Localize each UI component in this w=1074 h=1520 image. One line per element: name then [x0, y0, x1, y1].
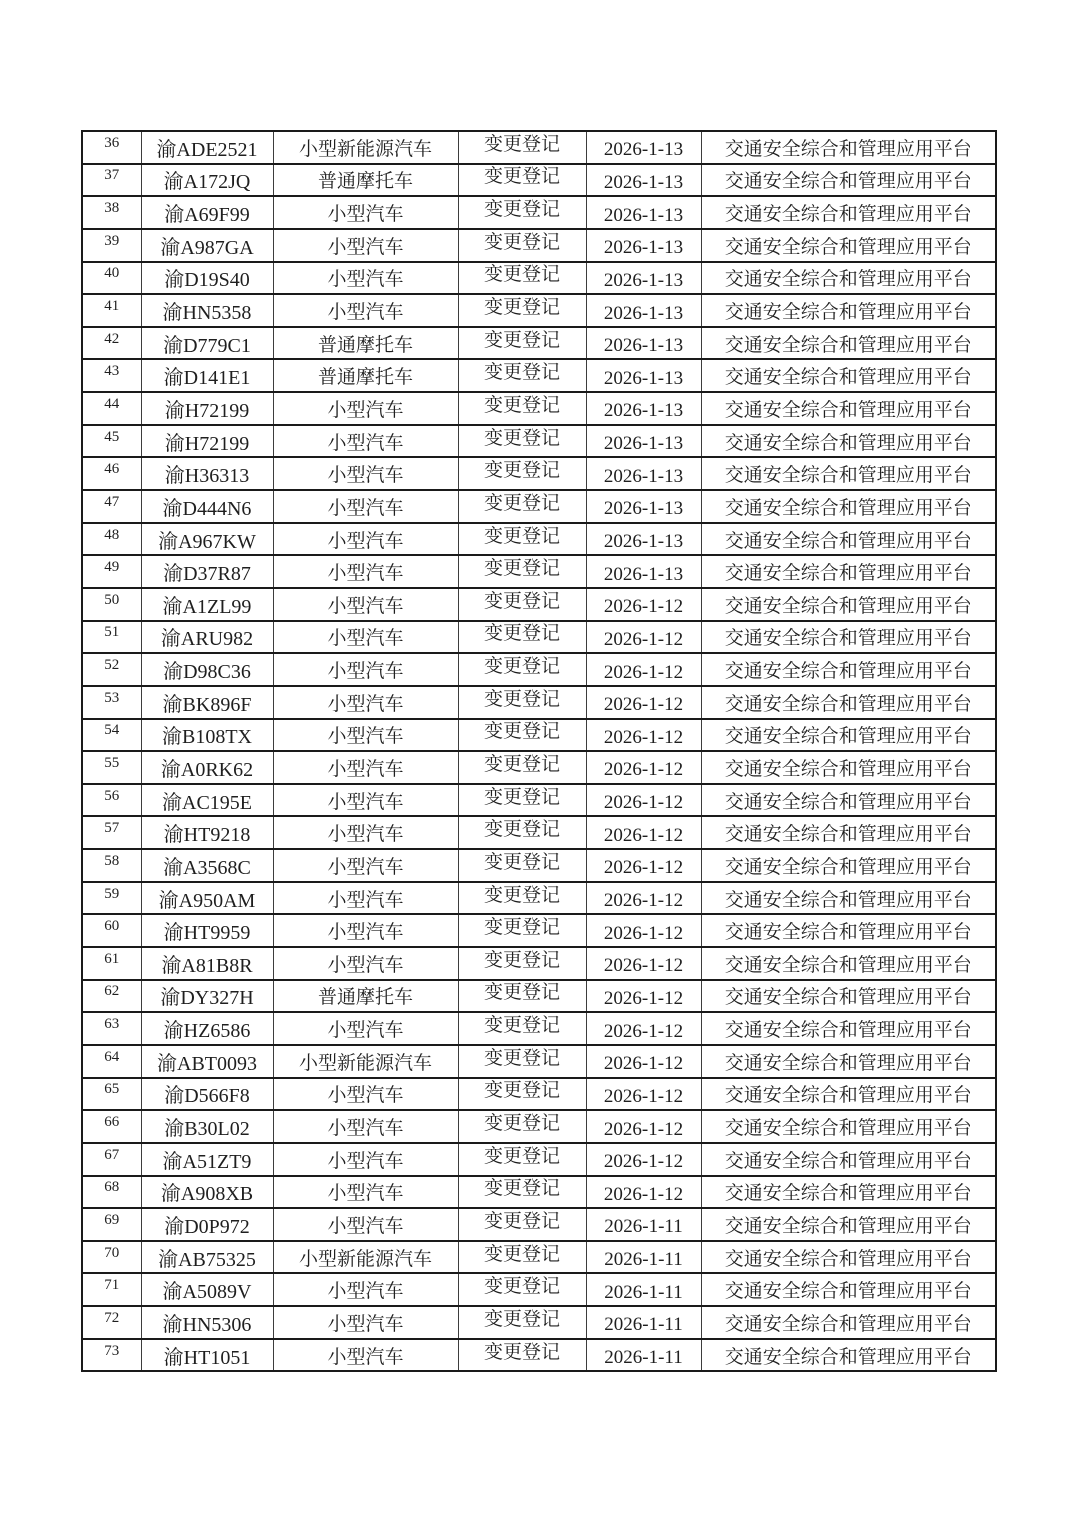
cell-handling-platform: 交通安全综合和管理应用平台: [701, 882, 996, 915]
cell-business-type: 变更登记: [458, 457, 586, 490]
cell-vehicle-type: 普通摩托车: [273, 164, 458, 197]
cell-registration-date: 2026-1-12: [586, 751, 701, 784]
cell-business-type: 变更登记: [458, 588, 586, 621]
cell-license-plate: 渝A0RK62: [141, 751, 273, 784]
cell-handling-platform: 交通安全综合和管理应用平台: [701, 327, 996, 360]
cell-handling-platform: 交通安全综合和管理应用平台: [701, 294, 996, 327]
cell-license-plate: 渝AC195E: [141, 784, 273, 817]
cell-row-number: 41: [82, 294, 141, 327]
cell-business-type: 变更登记: [458, 686, 586, 719]
cell-vehicle-type: 普通摩托车: [273, 359, 458, 392]
cell-row-number: 62: [82, 980, 141, 1013]
table-row: [82, 262, 996, 295]
cell-row-number: 73: [82, 1339, 141, 1372]
cell-vehicle-type: 普通摩托车: [273, 327, 458, 360]
cell-business-type: 变更登记: [458, 947, 586, 980]
cell-license-plate: 渝D98C36: [141, 653, 273, 686]
cell-registration-date: 2026-1-12: [586, 621, 701, 654]
cell-business-type: 变更登记: [458, 294, 586, 327]
cell-business-type: 变更登记: [458, 490, 586, 523]
cell-license-plate: 渝H36313: [141, 457, 273, 490]
cell-row-number: 63: [82, 1012, 141, 1045]
cell-vehicle-type: 小型汽车: [273, 1176, 458, 1209]
cell-vehicle-type: 小型汽车: [273, 294, 458, 327]
vehicle-registration-table: [81, 130, 997, 1372]
cell-handling-platform: 交通安全综合和管理应用平台: [701, 1208, 996, 1241]
cell-license-plate: 渝HN5306: [141, 1306, 273, 1339]
cell-registration-date: 2026-1-12: [586, 1012, 701, 1045]
table-row: [82, 327, 996, 360]
cell-handling-platform: 交通安全综合和管理应用平台: [701, 555, 996, 588]
cell-handling-platform: 交通安全综合和管理应用平台: [701, 914, 996, 947]
cell-vehicle-type: 小型汽车: [273, 621, 458, 654]
cell-handling-platform: 交通安全综合和管理应用平台: [701, 1176, 996, 1209]
cell-license-plate: 渝H72199: [141, 425, 273, 458]
cell-license-plate: 渝H72199: [141, 392, 273, 425]
cell-vehicle-type: 小型汽车: [273, 1078, 458, 1111]
cell-registration-date: 2026-1-11: [586, 1208, 701, 1241]
cell-registration-date: 2026-1-12: [586, 1143, 701, 1176]
cell-row-number: 65: [82, 1078, 141, 1111]
cell-row-number: 44: [82, 392, 141, 425]
cell-vehicle-type: 小型汽车: [273, 196, 458, 229]
table-row: [82, 1110, 996, 1143]
cell-license-plate: 渝HT9218: [141, 816, 273, 849]
cell-vehicle-type: 小型新能源汽车: [273, 131, 458, 164]
cell-row-number: 66: [82, 1110, 141, 1143]
cell-business-type: 变更登记: [458, 751, 586, 784]
table-row: [82, 1241, 996, 1274]
cell-registration-date: 2026-1-12: [586, 816, 701, 849]
cell-row-number: 40: [82, 262, 141, 295]
cell-vehicle-type: 小型汽车: [273, 588, 458, 621]
cell-business-type: 变更登记: [458, 262, 586, 295]
cell-vehicle-type: 小型汽车: [273, 1208, 458, 1241]
cell-license-plate: 渝D0P972: [141, 1208, 273, 1241]
cell-handling-platform: 交通安全综合和管理应用平台: [701, 164, 996, 197]
cell-registration-date: 2026-1-11: [586, 1241, 701, 1274]
cell-business-type: 变更登记: [458, 131, 586, 164]
cell-vehicle-type: 小型汽车: [273, 784, 458, 817]
cell-handling-platform: 交通安全综合和管理应用平台: [701, 784, 996, 817]
cell-license-plate: 渝HT9959: [141, 914, 273, 947]
cell-license-plate: 渝ADE2521: [141, 131, 273, 164]
cell-vehicle-type: 小型汽车: [273, 1273, 458, 1306]
cell-registration-date: 2026-1-13: [586, 196, 701, 229]
cell-license-plate: 渝A172JQ: [141, 164, 273, 197]
cell-handling-platform: 交通安全综合和管理应用平台: [701, 1012, 996, 1045]
table-row: [82, 196, 996, 229]
cell-handling-platform: 交通安全综合和管理应用平台: [701, 425, 996, 458]
table-row: [82, 849, 996, 882]
cell-vehicle-type: 小型新能源汽车: [273, 1241, 458, 1274]
cell-vehicle-type: 小型汽车: [273, 947, 458, 980]
cell-row-number: 59: [82, 882, 141, 915]
cell-license-plate: 渝HN5358: [141, 294, 273, 327]
cell-business-type: 变更登记: [458, 653, 586, 686]
cell-row-number: 60: [82, 914, 141, 947]
cell-license-plate: 渝ARU982: [141, 621, 273, 654]
table-row: [82, 816, 996, 849]
cell-registration-date: 2026-1-12: [586, 849, 701, 882]
cell-license-plate: 渝D779C1: [141, 327, 273, 360]
cell-vehicle-type: 小型汽车: [273, 555, 458, 588]
cell-handling-platform: 交通安全综合和管理应用平台: [701, 621, 996, 654]
cell-row-number: 69: [82, 1208, 141, 1241]
cell-business-type: 变更登记: [458, 1143, 586, 1176]
cell-business-type: 变更登记: [458, 621, 586, 654]
cell-registration-date: 2026-1-11: [586, 1273, 701, 1306]
cell-license-plate: 渝A987GA: [141, 229, 273, 262]
cell-registration-date: 2026-1-13: [586, 523, 701, 556]
table-row: [82, 131, 996, 164]
cell-license-plate: 渝A69F99: [141, 196, 273, 229]
cell-vehicle-type: 小型汽车: [273, 1012, 458, 1045]
cell-license-plate: 渝B30L02: [141, 1110, 273, 1143]
cell-row-number: 71: [82, 1273, 141, 1306]
cell-handling-platform: 交通安全综合和管理应用平台: [701, 1078, 996, 1111]
cell-row-number: 43: [82, 359, 141, 392]
cell-row-number: 58: [82, 849, 141, 882]
cell-business-type: 变更登记: [458, 849, 586, 882]
cell-handling-platform: 交通安全综合和管理应用平台: [701, 947, 996, 980]
cell-vehicle-type: 小型汽车: [273, 1110, 458, 1143]
cell-row-number: 54: [82, 719, 141, 752]
cell-license-plate: 渝A51ZT9: [141, 1143, 273, 1176]
cell-handling-platform: 交通安全综合和管理应用平台: [701, 1143, 996, 1176]
cell-business-type: 变更登记: [458, 719, 586, 752]
cell-business-type: 变更登记: [458, 229, 586, 262]
cell-vehicle-type: 小型汽车: [273, 1339, 458, 1372]
cell-vehicle-type: 小型汽车: [273, 392, 458, 425]
cell-registration-date: 2026-1-13: [586, 425, 701, 458]
cell-registration-date: 2026-1-12: [586, 1176, 701, 1209]
table-row: [82, 1078, 996, 1111]
cell-handling-platform: 交通安全综合和管理应用平台: [701, 1339, 996, 1372]
cell-row-number: 39: [82, 229, 141, 262]
cell-license-plate: 渝B108TX: [141, 719, 273, 752]
table-row: [82, 1306, 996, 1339]
cell-row-number: 70: [82, 1241, 141, 1274]
table-row: [82, 947, 996, 980]
cell-license-plate: 渝HT1051: [141, 1339, 273, 1372]
cell-registration-date: 2026-1-11: [586, 1306, 701, 1339]
table-row: [82, 490, 996, 523]
cell-vehicle-type: 小型汽车: [273, 914, 458, 947]
table-row: [82, 1339, 996, 1372]
cell-license-plate: 渝DY327H: [141, 980, 273, 1013]
table-row: [82, 751, 996, 784]
table-row: [82, 294, 996, 327]
cell-license-plate: 渝A5089V: [141, 1273, 273, 1306]
cell-license-plate: 渝ABT0093: [141, 1045, 273, 1078]
cell-row-number: 48: [82, 523, 141, 556]
cell-registration-date: 2026-1-13: [586, 229, 701, 262]
cell-row-number: 49: [82, 555, 141, 588]
table-row: [82, 164, 996, 197]
cell-vehicle-type: 小型汽车: [273, 490, 458, 523]
table-row: [82, 425, 996, 458]
table-row: [82, 392, 996, 425]
cell-registration-date: 2026-1-13: [586, 131, 701, 164]
cell-handling-platform: 交通安全综合和管理应用平台: [701, 816, 996, 849]
cell-vehicle-type: 小型汽车: [273, 523, 458, 556]
table-row: [82, 457, 996, 490]
cell-vehicle-type: 普通摩托车: [273, 980, 458, 1013]
table-row: [82, 719, 996, 752]
cell-business-type: 变更登记: [458, 327, 586, 360]
cell-row-number: 37: [82, 164, 141, 197]
cell-vehicle-type: 小型汽车: [273, 849, 458, 882]
table-row: [82, 588, 996, 621]
cell-business-type: 变更登记: [458, 1273, 586, 1306]
cell-row-number: 56: [82, 784, 141, 817]
cell-business-type: 变更登记: [458, 980, 586, 1013]
cell-vehicle-type: 小型新能源汽车: [273, 1045, 458, 1078]
cell-vehicle-type: 小型汽车: [273, 262, 458, 295]
cell-row-number: 50: [82, 588, 141, 621]
cell-vehicle-type: 小型汽车: [273, 229, 458, 262]
cell-handling-platform: 交通安全综合和管理应用平台: [701, 719, 996, 752]
cell-business-type: 变更登记: [458, 1176, 586, 1209]
table-row: [82, 1012, 996, 1045]
cell-license-plate: 渝AB75325: [141, 1241, 273, 1274]
cell-license-plate: 渝A1ZL99: [141, 588, 273, 621]
cell-registration-date: 2026-1-12: [586, 784, 701, 817]
cell-business-type: 变更登记: [458, 392, 586, 425]
cell-license-plate: 渝HZ6586: [141, 1012, 273, 1045]
table-row: [82, 914, 996, 947]
cell-handling-platform: 交通安全综合和管理应用平台: [701, 523, 996, 556]
cell-license-plate: 渝A3568C: [141, 849, 273, 882]
cell-business-type: 变更登记: [458, 1208, 586, 1241]
cell-handling-platform: 交通安全综合和管理应用平台: [701, 359, 996, 392]
cell-registration-date: 2026-1-13: [586, 164, 701, 197]
cell-row-number: 42: [82, 327, 141, 360]
cell-registration-date: 2026-1-13: [586, 294, 701, 327]
cell-row-number: 47: [82, 490, 141, 523]
cell-vehicle-type: 小型汽车: [273, 882, 458, 915]
cell-row-number: 46: [82, 457, 141, 490]
cell-business-type: 变更登记: [458, 523, 586, 556]
table-row: [82, 980, 996, 1013]
cell-license-plate: 渝A908XB: [141, 1176, 273, 1209]
cell-row-number: 52: [82, 653, 141, 686]
cell-handling-platform: 交通安全综合和管理应用平台: [701, 1045, 996, 1078]
cell-registration-date: 2026-1-13: [586, 457, 701, 490]
table-row: [82, 621, 996, 654]
table-row: [82, 1208, 996, 1241]
table-row: [82, 653, 996, 686]
cell-handling-platform: 交通安全综合和管理应用平台: [701, 196, 996, 229]
cell-vehicle-type: 小型汽车: [273, 457, 458, 490]
cell-registration-date: 2026-1-13: [586, 490, 701, 523]
cell-registration-date: 2026-1-13: [586, 262, 701, 295]
cell-registration-date: 2026-1-13: [586, 392, 701, 425]
table-row: [82, 882, 996, 915]
cell-business-type: 变更登记: [458, 1045, 586, 1078]
cell-handling-platform: 交通安全综合和管理应用平台: [701, 392, 996, 425]
cell-vehicle-type: 小型汽车: [273, 425, 458, 458]
cell-license-plate: 渝A950AM: [141, 882, 273, 915]
cell-registration-date: 2026-1-12: [586, 588, 701, 621]
cell-business-type: 变更登记: [458, 914, 586, 947]
cell-vehicle-type: 小型汽车: [273, 719, 458, 752]
cell-row-number: 55: [82, 751, 141, 784]
cell-handling-platform: 交通安全综合和管理应用平台: [701, 1273, 996, 1306]
cell-handling-platform: 交通安全综合和管理应用平台: [701, 1110, 996, 1143]
table-row: [82, 523, 996, 556]
cell-business-type: 变更登记: [458, 1078, 586, 1111]
cell-vehicle-type: 小型汽车: [273, 1306, 458, 1339]
table-row: [82, 1273, 996, 1306]
cell-business-type: 变更登记: [458, 1012, 586, 1045]
cell-registration-date: 2026-1-13: [586, 359, 701, 392]
table-row: [82, 1176, 996, 1209]
cell-handling-platform: 交通安全综合和管理应用平台: [701, 980, 996, 1013]
cell-license-plate: 渝D566F8: [141, 1078, 273, 1111]
cell-registration-date: 2026-1-12: [586, 980, 701, 1013]
cell-license-plate: 渝BK896F: [141, 686, 273, 719]
cell-business-type: 变更登记: [458, 555, 586, 588]
cell-license-plate: 渝D141E1: [141, 359, 273, 392]
cell-business-type: 变更登记: [458, 359, 586, 392]
cell-handling-platform: 交通安全综合和管理应用平台: [701, 229, 996, 262]
cell-handling-platform: 交通安全综合和管理应用平台: [701, 686, 996, 719]
cell-row-number: 68: [82, 1176, 141, 1209]
cell-license-plate: 渝D19S40: [141, 262, 273, 295]
cell-license-plate: 渝A967KW: [141, 523, 273, 556]
cell-registration-date: 2026-1-12: [586, 653, 701, 686]
cell-handling-platform: 交通安全综合和管理应用平台: [701, 588, 996, 621]
cell-registration-date: 2026-1-13: [586, 555, 701, 588]
cell-vehicle-type: 小型汽车: [273, 816, 458, 849]
cell-business-type: 变更登记: [458, 425, 586, 458]
cell-row-number: 61: [82, 947, 141, 980]
cell-handling-platform: 交通安全综合和管理应用平台: [701, 653, 996, 686]
cell-row-number: 36: [82, 131, 141, 164]
cell-registration-date: 2026-1-12: [586, 882, 701, 915]
cell-business-type: 变更登记: [458, 816, 586, 849]
cell-row-number: 38: [82, 196, 141, 229]
cell-handling-platform: 交通安全综合和管理应用平台: [701, 457, 996, 490]
table-row: [82, 359, 996, 392]
cell-vehicle-type: 小型汽车: [273, 1143, 458, 1176]
table-row: [82, 784, 996, 817]
cell-vehicle-type: 小型汽车: [273, 686, 458, 719]
cell-registration-date: 2026-1-12: [586, 914, 701, 947]
cell-registration-date: 2026-1-11: [586, 1339, 701, 1372]
table-row: [82, 555, 996, 588]
table-row: [82, 1045, 996, 1078]
cell-vehicle-type: 小型汽车: [273, 751, 458, 784]
cell-business-type: 变更登记: [458, 882, 586, 915]
cell-license-plate: 渝D37R87: [141, 555, 273, 588]
table-row: [82, 229, 996, 262]
cell-row-number: 57: [82, 816, 141, 849]
cell-license-plate: 渝D444N6: [141, 490, 273, 523]
cell-handling-platform: 交通安全综合和管理应用平台: [701, 1241, 996, 1274]
cell-registration-date: 2026-1-13: [586, 327, 701, 360]
cell-row-number: 53: [82, 686, 141, 719]
cell-business-type: 变更登记: [458, 1339, 586, 1372]
cell-registration-date: 2026-1-12: [586, 1045, 701, 1078]
cell-registration-date: 2026-1-12: [586, 686, 701, 719]
cell-row-number: 45: [82, 425, 141, 458]
cell-row-number: 72: [82, 1306, 141, 1339]
cell-license-plate: 渝A81B8R: [141, 947, 273, 980]
cell-handling-platform: 交通安全综合和管理应用平台: [701, 131, 996, 164]
cell-handling-platform: 交通安全综合和管理应用平台: [701, 262, 996, 295]
cell-business-type: 变更登记: [458, 196, 586, 229]
cell-handling-platform: 交通安全综合和管理应用平台: [701, 849, 996, 882]
table-row: [82, 1143, 996, 1176]
cell-row-number: 67: [82, 1143, 141, 1176]
registration-table-body: [82, 131, 996, 1371]
cell-business-type: 变更登记: [458, 1110, 586, 1143]
cell-business-type: 变更登记: [458, 1306, 586, 1339]
cell-registration-date: 2026-1-12: [586, 947, 701, 980]
table-row: [82, 686, 996, 719]
cell-handling-platform: 交通安全综合和管理应用平台: [701, 490, 996, 523]
cell-registration-date: 2026-1-12: [586, 1110, 701, 1143]
cell-handling-platform: 交通安全综合和管理应用平台: [701, 751, 996, 784]
cell-row-number: 51: [82, 621, 141, 654]
cell-business-type: 变更登记: [458, 784, 586, 817]
cell-registration-date: 2026-1-12: [586, 719, 701, 752]
cell-business-type: 变更登记: [458, 164, 586, 197]
cell-row-number: 64: [82, 1045, 141, 1078]
cell-handling-platform: 交通安全综合和管理应用平台: [701, 1306, 996, 1339]
cell-vehicle-type: 小型汽车: [273, 653, 458, 686]
cell-registration-date: 2026-1-12: [586, 1078, 701, 1111]
cell-business-type: 变更登记: [458, 1241, 586, 1274]
